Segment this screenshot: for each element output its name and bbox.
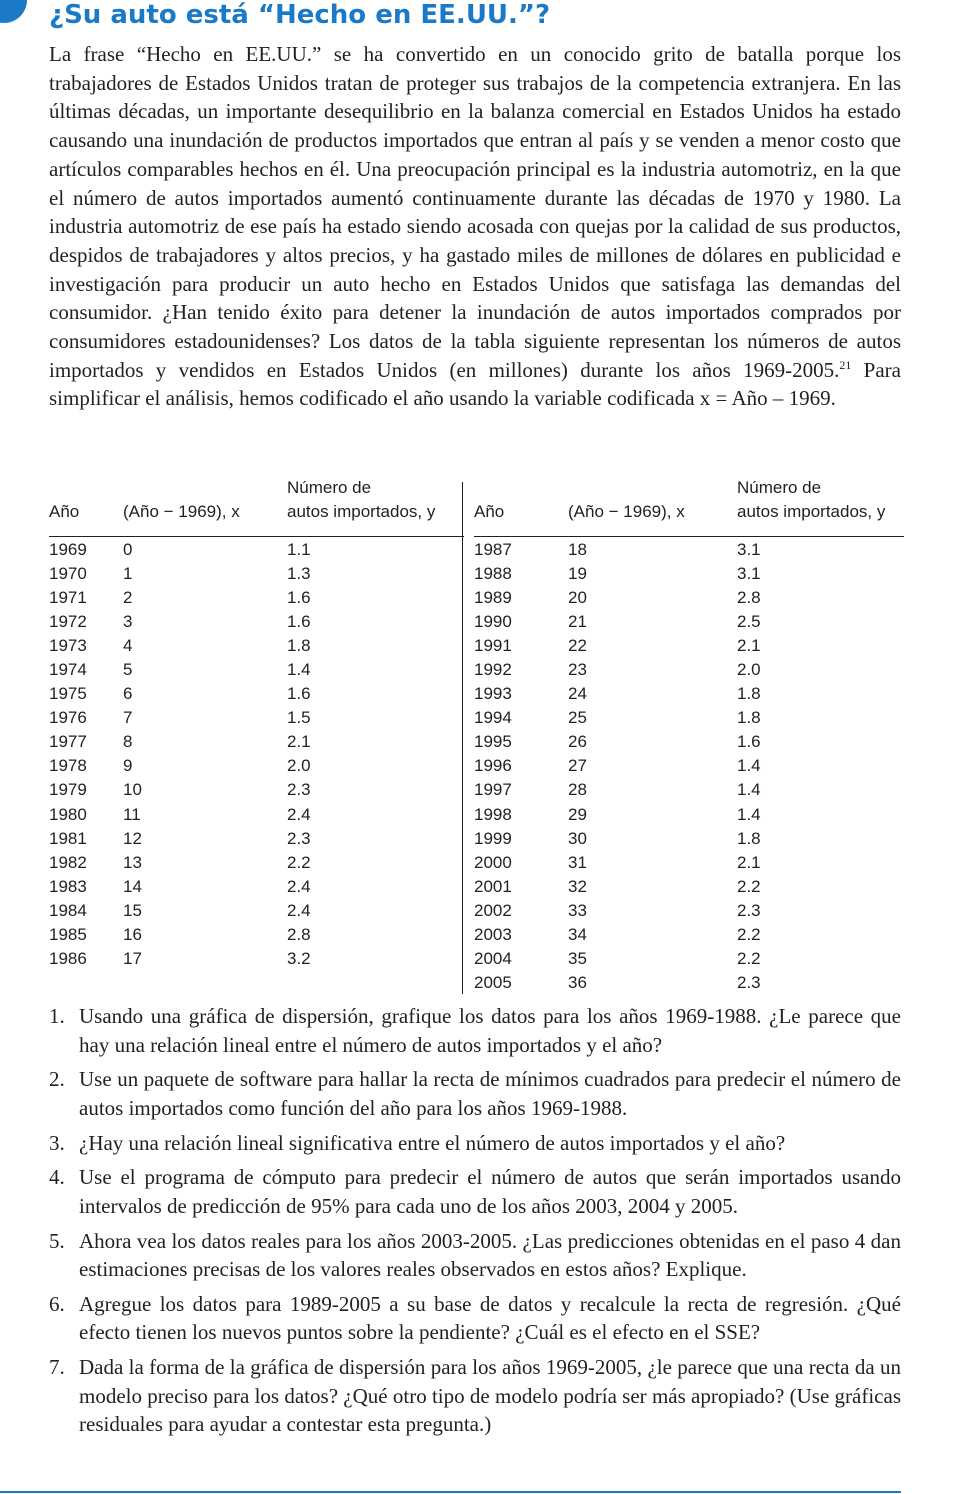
imports-cell: 2.0 <box>287 756 311 776</box>
coded-year-cell: 14 <box>123 876 142 896</box>
imports-cell: 2.3 <box>737 900 761 920</box>
imports-cell: 2.2 <box>287 852 311 872</box>
exercise-text: Use el programa de cómputo para predecir el número de autos que serán importados usando intervalos de predicción de 95% para cada uno de los años 2003, 2004 y 2005. <box>79 1165 901 1218</box>
table-row <box>474 538 904 562</box>
year-cell: 1975 <box>49 684 87 704</box>
year-cell: 2005 <box>474 972 512 992</box>
year-cell: 1995 <box>474 732 512 752</box>
imports-cell: 1.4 <box>737 756 761 776</box>
coded-year-cell: 24 <box>568 684 587 704</box>
coded-year-cell: 16 <box>123 924 142 944</box>
imports-cell: 1.1 <box>287 540 311 559</box>
imports-cell: 1.8 <box>737 684 761 704</box>
coded-year-cell: 27 <box>568 756 587 776</box>
coded-year-cell: 36 <box>568 972 587 992</box>
imports-cell: 1.4 <box>287 660 311 680</box>
table-row <box>474 682 904 706</box>
table-row <box>49 851 462 875</box>
table-row <box>474 730 904 754</box>
exercise-item <box>49 1065 901 1122</box>
imports-cell: 2.3 <box>737 972 761 992</box>
coded-year-cell: 12 <box>123 828 142 848</box>
imports-cell: 1.3 <box>287 564 311 584</box>
imports-cell: 2.1 <box>737 852 761 872</box>
coded-year-cell: 34 <box>568 924 587 944</box>
table-row <box>474 586 904 610</box>
header-year: Año <box>474 502 505 521</box>
exercise-text: Agregue los datos para 1989-2005 a su base de datos y recalcule la recta de regresión. ¿Qué efecto tienen los nuevos puntos sobre la pendiente? ¿Cuál es el efecto en el SSE? <box>79 1291 901 1345</box>
imports-cell: 1.8 <box>737 828 761 848</box>
table-row <box>474 923 904 947</box>
coded-year-cell: 13 <box>123 852 142 872</box>
coded-year-cell: 9 <box>123 756 133 776</box>
year-cell: 1979 <box>49 780 87 800</box>
imports-cell: 2.0 <box>737 660 761 680</box>
coded-year-cell: 22 <box>568 636 587 656</box>
imports-cell: 2.3 <box>287 780 311 800</box>
exercise-number: 7. <box>49 1355 65 1380</box>
coded-year-cell: 10 <box>123 780 142 800</box>
imports-cell: 2.3 <box>287 828 311 848</box>
exercise-text: Ahora vea los datos reales para los años 2003-2005. ¿Las predicciones obtenidas en el paso 4 dan estimaciones precisas de los valores reales observados en estos años? Explique. <box>79 1228 901 1282</box>
exercise-item <box>49 1353 901 1439</box>
year-cell: 2001 <box>474 876 512 896</box>
imports-cell: 2.5 <box>737 612 761 632</box>
coded-year-cell: 28 <box>568 780 587 800</box>
year-cell: 1989 <box>474 588 512 608</box>
coded-year-cell: 0 <box>123 540 133 559</box>
imports-cell: 1.6 <box>287 588 311 608</box>
header-coded-year: (Año − 1969), x <box>568 502 685 521</box>
coded-variable-equation: x = Año – 1969. <box>699 386 836 411</box>
year-cell: 1992 <box>474 660 512 680</box>
exercise-number: 2. <box>49 1067 65 1092</box>
year-cell: 1982 <box>49 852 87 872</box>
exercise-text: Usando una gráfica de dispersión, grafique los datos para los años 1969-1988. ¿Le parece que hay una relación lineal entre el número de autos importados y el año? <box>79 1004 901 1057</box>
imports-cell: 2.2 <box>737 876 761 896</box>
imports-cell: 1.4 <box>737 780 761 800</box>
header-coded-year: (Año − 1969), x <box>123 502 240 521</box>
intro-text-after: Para simplificar el análisis, hemos codificado el año usando la variable codificada <box>49 357 901 411</box>
table-row <box>49 778 462 802</box>
year-cell: 1996 <box>474 756 512 776</box>
table-row <box>474 875 904 899</box>
coded-year-cell: 31 <box>568 852 587 872</box>
year-cell: 1998 <box>474 804 512 824</box>
year-cell: 2002 <box>474 900 512 920</box>
coded-year-cell: 17 <box>123 948 142 968</box>
imports-cell: 2.8 <box>737 588 761 608</box>
imports-cell: 2.1 <box>287 732 311 752</box>
data-table-left <box>49 476 462 998</box>
data-table-right <box>474 476 904 998</box>
coded-year-cell: 6 <box>123 684 133 704</box>
exercise-number: 3. <box>49 1130 65 1155</box>
coded-year-cell: 20 <box>568 588 587 608</box>
exercise-list <box>49 1002 901 1445</box>
coded-year-cell: 25 <box>568 708 587 728</box>
year-cell: 1981 <box>49 828 87 848</box>
year-cell: 1987 <box>474 540 512 559</box>
table-row <box>474 778 904 802</box>
table-row <box>474 658 904 682</box>
coded-year-cell: 11 <box>123 804 141 824</box>
coded-year-cell: 1 <box>123 564 133 584</box>
imports-cell: 2.2 <box>737 924 761 944</box>
coded-year-cell: 8 <box>123 732 133 752</box>
table-row <box>49 947 462 971</box>
exercise-text: Use un paquete de software para hallar la recta de mínimos cuadrados para predecir el número de autos importados como función del año para los años 1969-1988. <box>79 1067 901 1120</box>
table-row <box>49 586 462 610</box>
bottom-rule <box>0 1491 901 1493</box>
coded-year-cell: 3 <box>123 612 133 632</box>
table-row <box>474 899 904 923</box>
table-row <box>474 610 904 634</box>
intro-text: La frase “Hecho en EE.UU.” se ha convertido en un conocido grito de batalla porque los trabajadores de Estados Unidos tratan de proteger sus trabajos de la competencia extranjera. En las últimas décadas, un importante desequilibrio en la balanza comercial en Estados Unidos ha estado causando una inundación de productos importados que entran al país y se venden a menor costo que artículos comparables hechos en él. Una preocupación principal es la industria automotriz, en la que el número de autos importados aumentó continuamente durante las décadas de 1970 y 1980. La industria automotriz de ese país ha estado siendo acosada con quejas por la calidad de sus productos, despidos de trabajadores y altos precios, y ha gastado miles de millones de dólares en publicidad e investigación para producir un auto hecho en Estados Unidos que satisfaga las demandas del consumidor. ¿Han tenido éxito para detener la inundación de autos importados comprados por consumidores estadounidenses? Los datos de la tabla siguiente representan los números de autos importados y vendidos en Estados Unidos (en millones) durante los años 1969-2005. <box>49 42 901 382</box>
table-row <box>49 706 462 730</box>
imports-cell: 1.8 <box>737 708 761 728</box>
year-cell: 1980 <box>49 804 87 824</box>
table-row <box>474 827 904 851</box>
coded-year-cell: 21 <box>568 612 587 632</box>
exercise-number: 4. <box>49 1165 65 1190</box>
table-row <box>49 730 462 754</box>
header-year: Año <box>49 502 80 521</box>
table-row <box>49 682 462 706</box>
coded-year-cell: 7 <box>123 708 133 728</box>
imports-cell: 2.8 <box>287 924 311 944</box>
coded-year-cell: 30 <box>568 828 587 848</box>
coded-year-cell: 29 <box>568 804 587 824</box>
table-row <box>49 899 462 923</box>
year-cell: 1985 <box>49 924 87 944</box>
coded-year-cell: 35 <box>568 948 587 968</box>
imports-cell: 2.1 <box>737 636 761 656</box>
coded-year-cell: 2 <box>123 588 133 608</box>
table-row <box>474 803 904 827</box>
exercise-text: Dada la forma de la gráfica de dispersión para los años 1969-2005, ¿le parece que una recta da un modelo preciso para los datos? ¿Qué otro tipo de modelo podría ser más apropiado? (Use gráficas residuales para ayudar a contestar esta pregunta.) <box>79 1355 901 1437</box>
year-cell: 1984 <box>49 900 87 920</box>
imports-cell: 2.4 <box>287 900 311 920</box>
exercise-item <box>49 1129 901 1158</box>
header-imports-line1: Número de <box>737 478 822 497</box>
year-cell: 1976 <box>49 708 87 728</box>
exercise-number: 5. <box>49 1228 65 1253</box>
table-body-right <box>474 538 904 995</box>
exercise-number: 1. <box>49 1004 65 1028</box>
coded-year-cell: 32 <box>568 876 587 896</box>
table-row <box>49 923 462 947</box>
imports-cell: 1.8 <box>287 636 311 656</box>
table-row <box>474 754 904 778</box>
table-row <box>49 875 462 899</box>
year-cell: 1991 <box>474 636 512 656</box>
header-rule <box>474 536 904 537</box>
coded-year-cell: 33 <box>568 900 587 920</box>
year-cell: 1990 <box>474 612 512 632</box>
coded-year-cell: 4 <box>123 636 133 656</box>
year-cell: 1977 <box>49 732 87 752</box>
imports-cell: 2.2 <box>737 948 761 968</box>
table-row <box>49 754 462 778</box>
imports-cell: 2.4 <box>287 804 311 824</box>
coded-year-cell: 18 <box>568 540 587 559</box>
table-row <box>474 706 904 730</box>
imports-cell: 1.5 <box>287 708 311 728</box>
header-imports-line2: autos importados, y <box>287 502 436 521</box>
section-bullet-icon <box>0 0 27 23</box>
coded-year-cell: 5 <box>123 660 133 680</box>
intro-paragraph <box>49 40 901 413</box>
year-cell: 1993 <box>474 684 512 704</box>
imports-cell: 1.6 <box>287 612 311 632</box>
footnote-ref: 21 <box>839 357 852 372</box>
imports-cell: 1.6 <box>737 732 761 752</box>
year-cell: 1994 <box>474 708 512 728</box>
imports-cell: 1.6 <box>287 684 311 704</box>
imports-cell: 3.2 <box>287 948 311 968</box>
year-cell: 1986 <box>49 948 87 968</box>
table-row <box>474 851 904 875</box>
table-row <box>49 658 462 682</box>
table-row <box>49 610 462 634</box>
exercise-item <box>49 1002 901 1059</box>
exercise-item <box>49 1163 901 1220</box>
year-cell: 1983 <box>49 876 87 896</box>
year-cell: 2004 <box>474 948 512 968</box>
year-cell: 1999 <box>474 828 512 848</box>
column-divider <box>462 482 463 994</box>
table-row <box>49 827 462 851</box>
exercise-text: ¿Hay una relación lineal significativa entre el número de autos importados y el año? <box>79 1130 786 1155</box>
header-imports-line1: Número de <box>287 478 372 497</box>
year-cell: 1970 <box>49 564 87 584</box>
header-imports-line2: autos importados, y <box>737 502 886 521</box>
year-cell: 1988 <box>474 564 512 584</box>
table-row <box>474 634 904 658</box>
coded-year-cell: 15 <box>123 900 142 920</box>
exercise-number: 6. <box>49 1291 65 1316</box>
table-row <box>49 562 462 586</box>
table-row <box>49 803 462 827</box>
table-row <box>474 971 904 995</box>
year-cell: 1972 <box>49 612 87 632</box>
year-cell: 1974 <box>49 660 87 680</box>
exercise-item <box>49 1227 901 1284</box>
year-cell: 1971 <box>49 588 87 608</box>
coded-year-cell: 26 <box>568 732 587 752</box>
table-row <box>474 947 904 971</box>
table-body-left <box>49 538 462 971</box>
imports-cell: 3.1 <box>737 564 761 584</box>
year-cell: 1978 <box>49 756 87 776</box>
year-cell: 1973 <box>49 636 87 656</box>
imports-cell: 1.4 <box>737 804 761 824</box>
year-cell: 1997 <box>474 780 512 800</box>
year-cell: 2003 <box>474 924 512 944</box>
coded-year-cell: 19 <box>568 564 587 584</box>
coded-year-cell: 23 <box>568 660 587 680</box>
table-row <box>49 538 462 562</box>
exercise-item <box>49 1290 901 1347</box>
header-rule <box>49 536 464 537</box>
table-row <box>49 634 462 658</box>
imports-cell: 2.4 <box>287 876 311 896</box>
year-cell: 1969 <box>49 540 87 559</box>
year-cell: 2000 <box>474 852 512 872</box>
page-title: ¿Su auto está “Hecho en EE.UU.”? <box>49 0 551 30</box>
table-row <box>474 562 904 586</box>
imports-cell: 3.1 <box>737 540 761 559</box>
